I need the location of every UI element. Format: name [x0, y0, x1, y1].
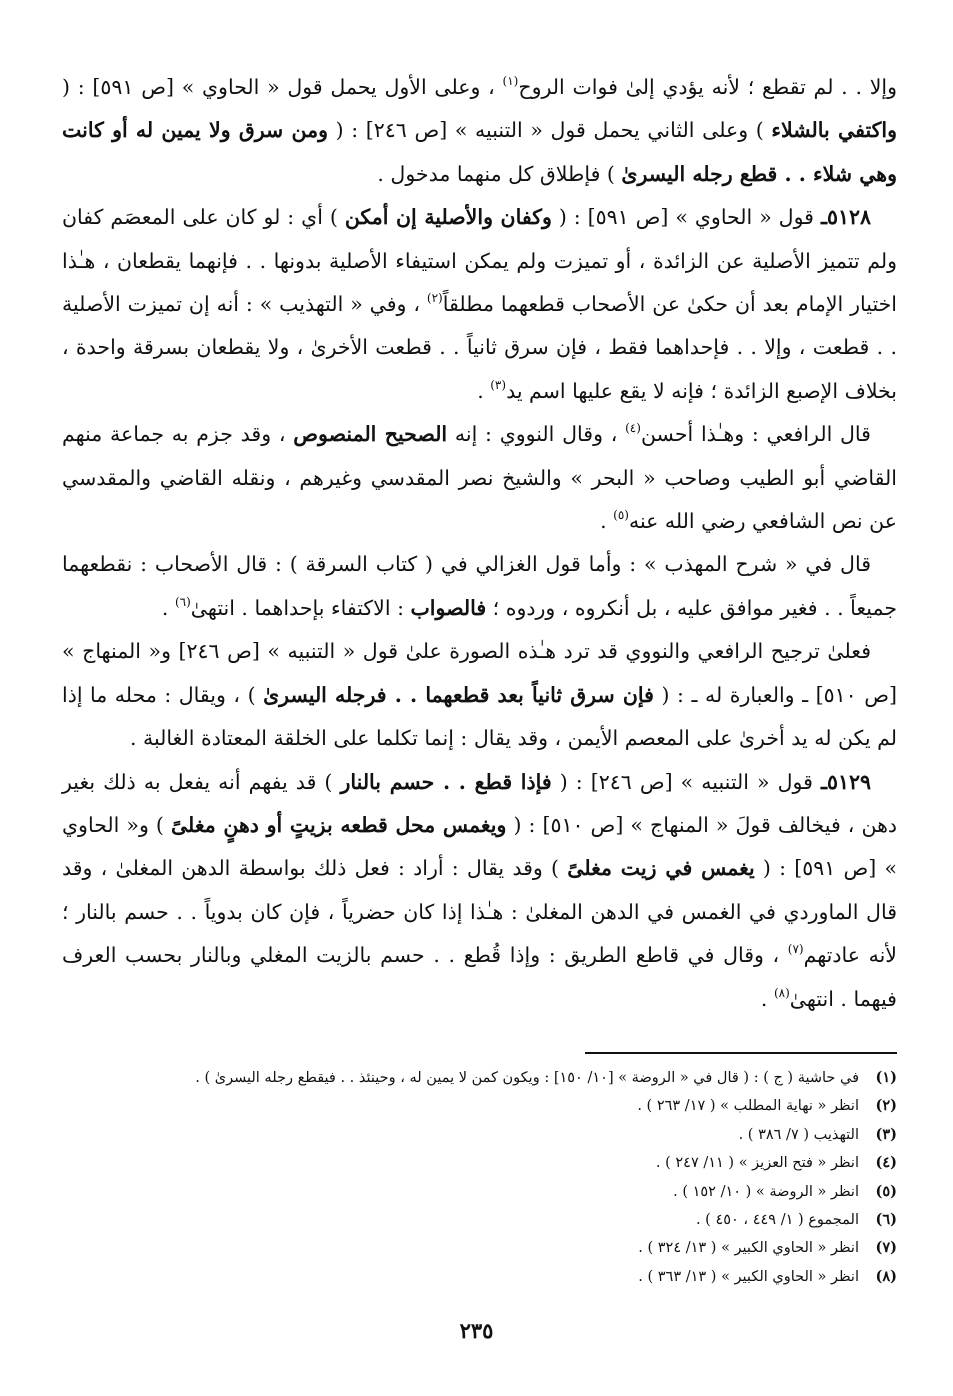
footnote-2 [57, 1092, 897, 1120]
text-run: : الاكتفاء بإحداهما . انتهىٰ [190, 595, 411, 620]
page-number: ٢٣٥ [459, 1318, 494, 1343]
main-text [62, 66, 897, 1021]
paragraph-4 [62, 543, 897, 630]
text-run: ) وعلى الثاني يحمل قول « التنبيه » [ص ٢٤٦] : ( [327, 118, 772, 143]
footnote-text: في حاشية ( ج ) : ( قال في « الروضة » [١٠/ ١٥٠] : ويكون كمن لا يمين له ، وحينئذ . . فيقطع رجله اليسرىٰ ) . [195, 1070, 859, 1086]
footnote-5 [57, 1178, 897, 1206]
text-run: وإلا . . لم تقطع ؛ لأنه يؤدي إلىٰ فوات الروح [518, 75, 897, 99]
footnote-text: المجموع ( ١/ ٤٤٩ ، ٤٥٠ ) . [695, 1212, 859, 1229]
paragraph-6 [62, 761, 897, 1021]
footnote-text: التهذيب ( ٧/ ٣٨٦ ) . [738, 1126, 859, 1143]
issue-number-5129: ٥١٢٩ـ [820, 769, 871, 794]
paragraph-1 [62, 66, 897, 196]
footnote-ref-8[interactable]: (٨) [773, 985, 790, 1000]
quoted-text: فإن سرق ثانياً بعد قطعهما . . فرجله اليسرىٰ [263, 682, 654, 707]
footnote-text: انظر « الحاوي الكبير » ( ١٣/ ٣٦٣ ) . [638, 1268, 859, 1285]
text-run: قال في « شرح المهذب » : وأما قول الغزالي في ( كتاب السرقة ) : قال الأصحاب : نقطعهما جميعاً . . فغير موافق عليه ، بل أنكروه ، وردوه ؛ [62, 552, 897, 620]
paragraph-5 [62, 630, 897, 760]
text-run: . [600, 509, 614, 534]
text-run: ، وعلى الأول يحمل قول « الحاوي » [ص ٥٩١] : ( [62, 75, 503, 99]
text-run: ) و« الحاوي » [ص ٥٩١] : ( [62, 812, 898, 881]
footnote-number: (٥) [875, 1182, 897, 1200]
footnote-number: (٦) [875, 1211, 897, 1229]
footnote-divider [585, 1052, 897, 1054]
paragraph-2 [62, 196, 897, 413]
footnote-ref-5[interactable]: (٥) [613, 508, 629, 523]
quoted-text: ويغمس محل قطعه بزيتٍ أو دهنٍ مغلىً [170, 812, 507, 837]
text-run: ) وقد يقال : أراد : فعل ذلك بواسطة الدهن المغلىٰ ، وقد قال الماوردي في الغمس في الدهن المغلىٰ : هـٰذا إذا كان حضرياً ، فإن كان بدوياً . . حسم بالنار ؛ لأنه عادتهم [62, 856, 897, 968]
footnote-ref-2[interactable]: (٢) [426, 291, 443, 306]
text-run: . [760, 986, 774, 1011]
text-run: قول « التنبيه » [ص ٢٤٦] : ( [551, 769, 821, 794]
footnotes [57, 1064, 897, 1291]
text-run: ) فإطلاق كل منهما مدخول . [377, 161, 622, 186]
footnote-text: انظر « فتح العزيز » ( ١١/ ٢٤٧ ) . [655, 1155, 859, 1172]
footnote-number: (٧) [875, 1239, 897, 1257]
footnote-ref-1[interactable]: (١) [502, 74, 519, 88]
footnote-text: انظر « نهاية المطلب » ( ١٧/ ٢٦٣ ) . [637, 1098, 859, 1115]
quoted-text: ومن سرق ولا يمين له أو كانت وهي شلاء . . قطع رجله اليسرىٰ [62, 118, 897, 186]
text-run: قال الرافعي : وهـٰذا أحسن [640, 422, 871, 447]
footnote-text: انظر « الحاوي الكبير » ( ١٣/ ٣٢٤ ) . [638, 1240, 859, 1257]
text-run: ، وقال النووي : إنه [447, 422, 626, 447]
text-run: . [161, 595, 175, 620]
quoted-text: يغمس في زيت مغلىً [567, 856, 755, 881]
footnote-3 [57, 1121, 897, 1149]
footnote-number: (٢) [875, 1097, 897, 1115]
text-run: ، وقد جزم به جماعة منهم القاضي أبو الطيب وصاحب « البحر » والشيخ نصر المقدسي وغيرهم ، ونقله القاضي والمقدسي عن نص الشافعي رضي الله عنه [62, 422, 897, 534]
footnote-ref-3[interactable]: (٣) [490, 377, 507, 392]
footnote-ref-4[interactable]: (٤) [625, 421, 641, 436]
text-run: ) قد يفهم أنه يفعل به ذلك بغير دهن ، فيخالف قولَ « المنهاج » [ص ٥١٠] : ( [62, 769, 898, 837]
text-run: ) ، ويقال : محله ما إذا لم يكن له يد أخرىٰ على المعصم الأيمن ، وقد يقال : إنما تكلما على الخلقة المعتادة الغالبة . [62, 682, 897, 751]
text-run: ) أي : لو كان على المعصَم كفان ولم تتميز الأصلية عن الزائدة ، أو تميزت ولم يمكن استيفاء الأصلية بدونها . . فإنهما يقطعان ، هـٰذا اختيار الإمام بعد أن حكىٰ عن الأصحاب قطعهما مطلقاً [62, 205, 898, 317]
quoted-text: واكتفي بالشلاء [771, 118, 897, 143]
footnote-number: (٣) [875, 1125, 897, 1143]
quoted-text: وكفان والأصلية إن أمكن [344, 205, 552, 230]
footnote-number: (٨) [875, 1267, 897, 1285]
footnote-ref-7[interactable]: (٧) [787, 942, 804, 957]
footnote-8 [57, 1263, 897, 1291]
issue-number-5128: ٥١٢٨ـ [820, 205, 871, 230]
footnote-1 [57, 1064, 897, 1092]
footnote-6 [57, 1206, 897, 1234]
footnote-7 [57, 1234, 897, 1262]
footnote-4 [57, 1149, 897, 1177]
quoted-text: فإذا قطع . . حسم بالنار [340, 769, 552, 794]
bold-text: الصحيح المنصوص [293, 422, 448, 447]
footnote-text: انظر « الروضة » ( ١٠/ ١٥٢ ) . [673, 1183, 859, 1200]
text-run: . [477, 378, 491, 403]
text-run: ، وفي « التهذيب » : أنه إن تميزت الأصلية . . قطعت ، وإلا . . فإحداهما فقط ، فإن سرق ثانياً . . قطعت الأخرىٰ ، ولا يقطعان بسرقة واحدة ، بخلاف الإصبع الزائدة ؛ فإنه لا يقع عليها اسم يد [62, 292, 897, 403]
bold-text: فالصواب [410, 595, 487, 620]
text-run: ، وقال في قاطع الطريق : وإذا قُطع . . حسم بالزيت المغلي وبالنار بحسب العرف فيهما . انتهىٰ [62, 943, 897, 1011]
footnote-number: (٤) [875, 1154, 897, 1172]
text-run: قول « الحاوي » [ص ٥٩١] : ( [551, 205, 821, 230]
footnote-number: (١) [875, 1069, 897, 1086]
paragraph-3 [62, 413, 897, 543]
text-run: فعلىٰ ترجيح الرافعي والنووي قد ترد هـٰذه الصورة علىٰ قول « التنبيه » [ص ٢٤٦] و« المنهاج » [ص ٥١٠] ـ والعبارة له ـ : ( [62, 639, 897, 707]
footnote-ref-6[interactable]: (٦) [174, 594, 191, 609]
